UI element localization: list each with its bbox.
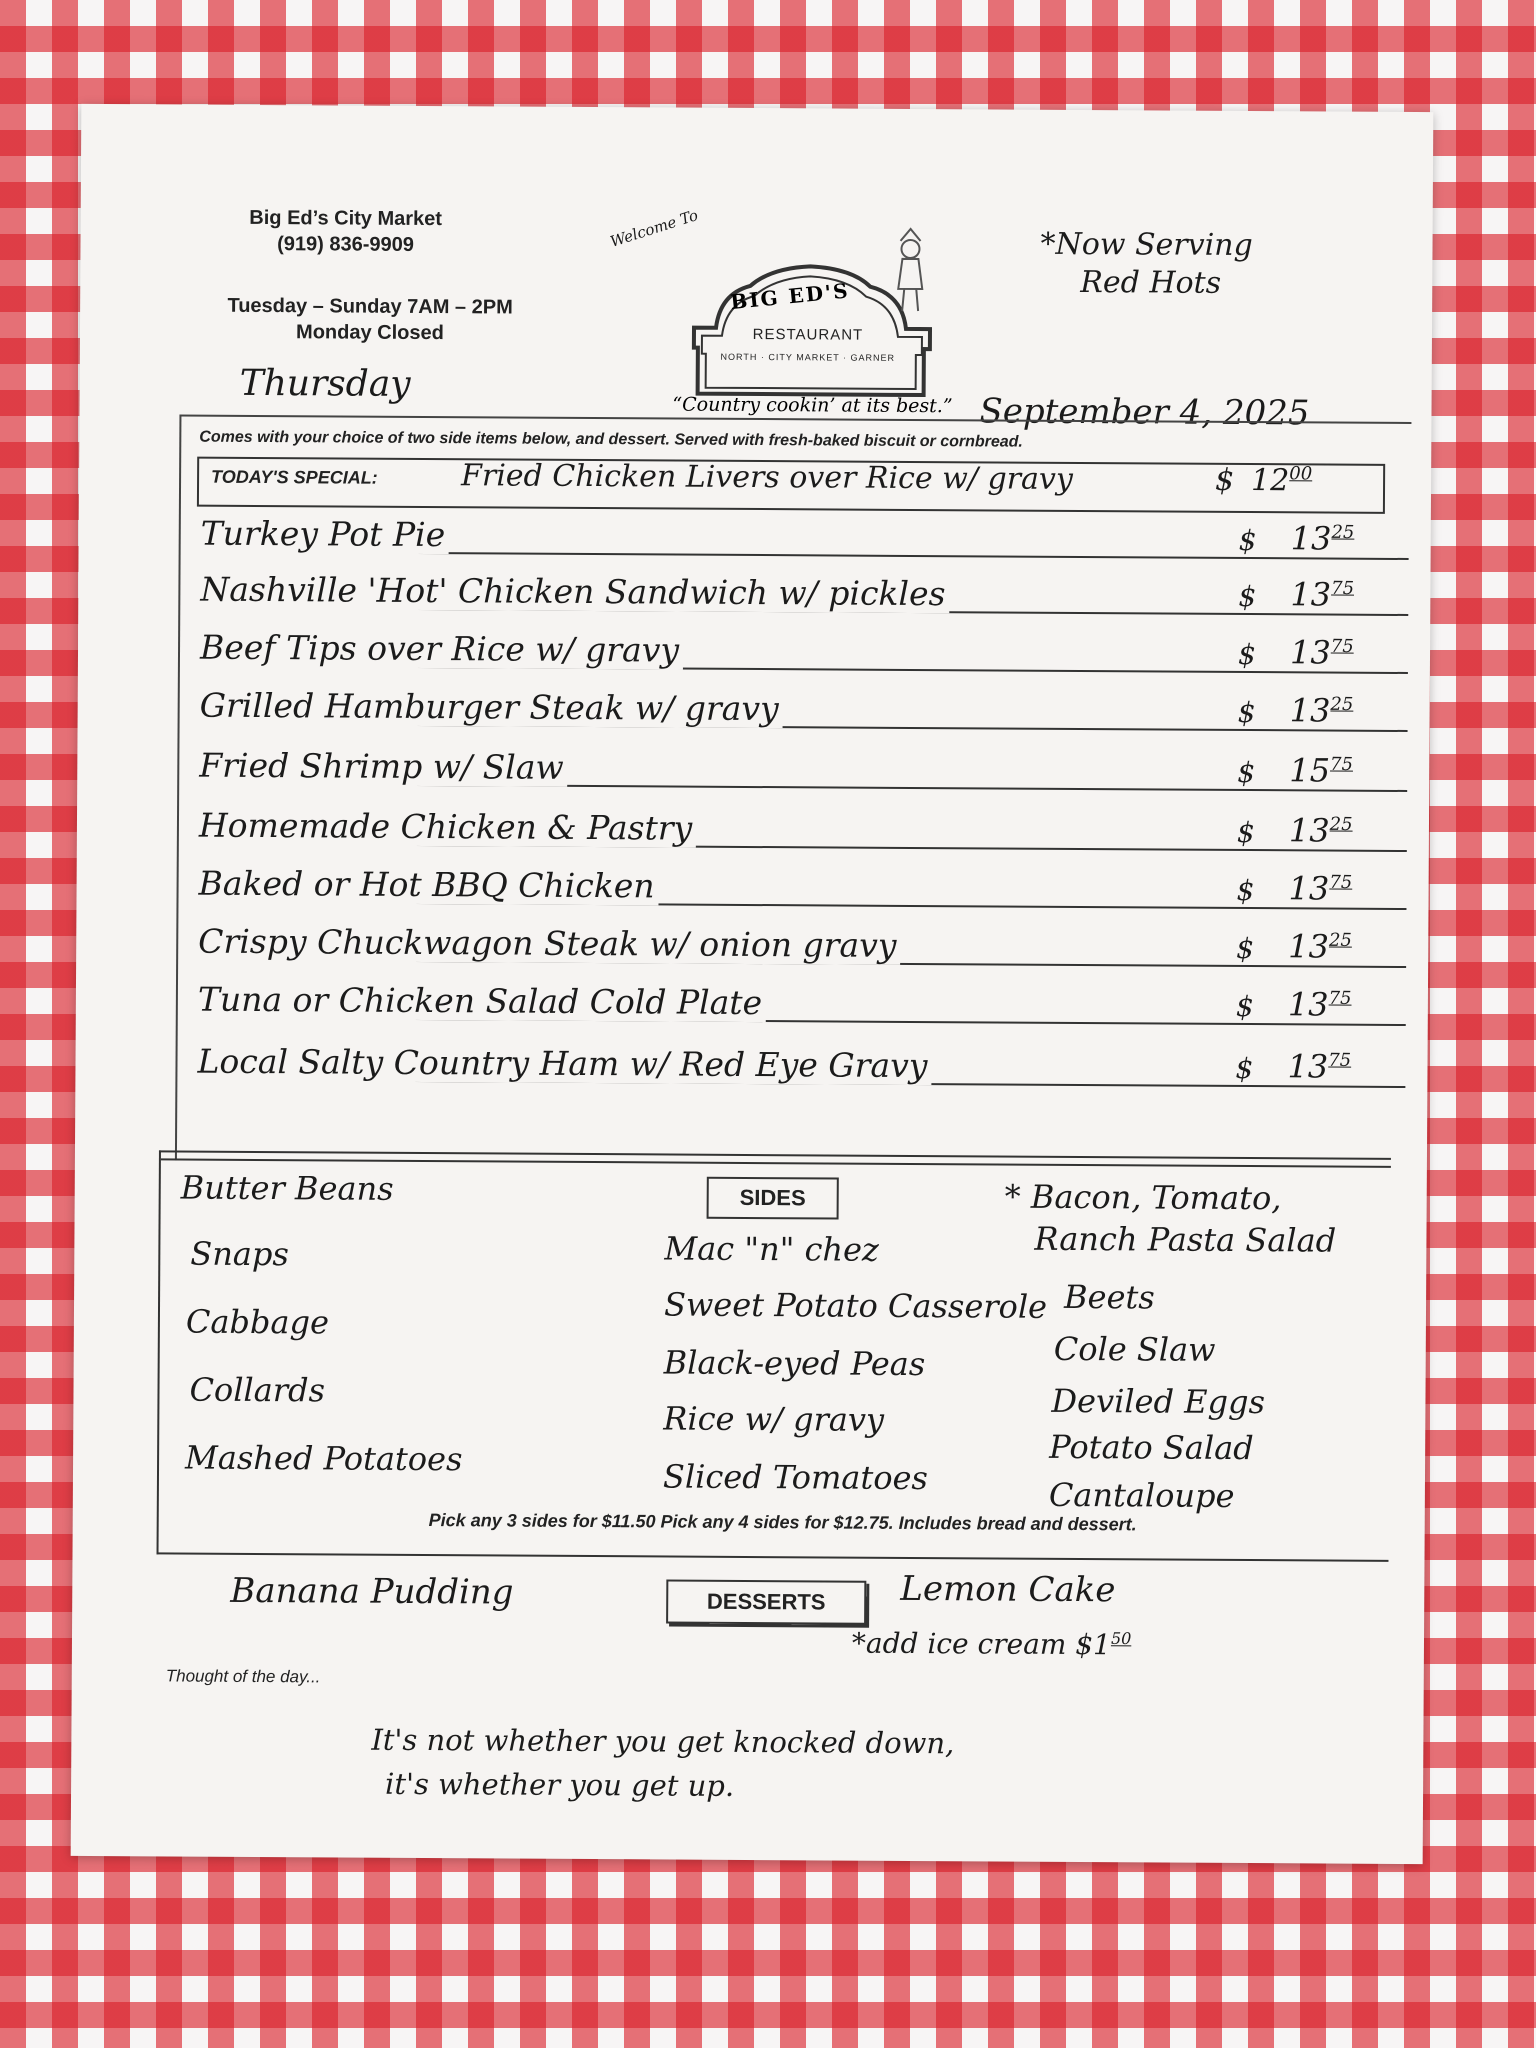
menu-item-dollar: $ — [1237, 755, 1256, 790]
price-cents: 25 — [1330, 693, 1354, 716]
menu-item-name: Local Salty Country Ham w/ Red Eye Gravy — [197, 1042, 931, 1085]
menu-date: September 4, 2025 — [979, 391, 1310, 434]
price-dollars: 13 — [1287, 1047, 1329, 1086]
price-cents: 75 — [1331, 577, 1355, 600]
now-serving-line1: *Now Serving — [1040, 226, 1253, 264]
price-dollars: 13 — [1289, 691, 1331, 730]
special-price-cents: 00 — [1289, 463, 1313, 485]
menu-item-price — [1288, 869, 1352, 907]
menu-item-dollar: $ — [1237, 695, 1256, 730]
side-item: Cabbage — [185, 1302, 330, 1342]
menu-item-price — [1288, 985, 1352, 1023]
price-cents: 75 — [1330, 753, 1354, 776]
price-dollars: 13 — [1290, 575, 1332, 614]
menu-item-name: Grilled Hamburger Steak w/ gravy — [200, 686, 783, 729]
logo-locations: NORTH · CITY MARKET · GARNER — [720, 351, 896, 363]
menu-item-price — [1289, 811, 1353, 849]
menu-item-price — [1290, 575, 1354, 613]
side-item: Rice w/ gravy — [663, 1399, 885, 1439]
entree-note: Comes with your choice of two side items below, and dessert. Served with fresh-baked biscuit or cornbread. — [199, 428, 1023, 451]
price-cents: 25 — [1328, 929, 1352, 952]
menu-item-dollar: $ — [1236, 873, 1255, 908]
menu-sheet — [71, 104, 1434, 1864]
menu-item-name: Nashville 'Hot' Chicken Sandwich w/ pickles — [200, 570, 949, 614]
thought-text — [371, 1718, 955, 1810]
menu-item-dollar: $ — [1235, 1051, 1254, 1086]
logo-restaurant: RESTAURANT — [752, 325, 864, 344]
side-item: Cantaloupe — [1048, 1475, 1235, 1515]
menu-item — [179, 504, 1409, 564]
special-price — [1251, 463, 1312, 498]
menu-item-name: Turkey Pot Pie — [201, 514, 450, 555]
side-item: Sliced Tomatoes — [662, 1457, 929, 1498]
menu-item — [178, 560, 1408, 620]
menu-item — [178, 676, 1408, 736]
price-dollars: 13 — [1288, 811, 1330, 850]
thought-line2: it's whether you get up. — [385, 1766, 735, 1803]
hours-open: Tuesday – Sunday 7AM – 2PM — [227, 294, 513, 319]
price-cents: 75 — [1329, 871, 1353, 894]
now-serving-note — [1040, 226, 1253, 303]
price-dollars: 13 — [1289, 633, 1331, 672]
price-dollars: 13 — [1290, 519, 1332, 558]
side-item: Black-eyed Peas — [663, 1343, 926, 1384]
menu-item-price — [1288, 927, 1352, 965]
dessert-addon — [852, 1627, 1132, 1662]
side-item: Collards — [189, 1370, 326, 1410]
menu-item — [176, 970, 1406, 1030]
menu-item — [176, 912, 1406, 972]
menu-item-price — [1291, 519, 1355, 557]
price-cents: 25 — [1329, 813, 1353, 836]
thought-line1: It's not whether you get knocked down, — [371, 1722, 955, 1761]
dessert-item: Banana Pudding — [230, 1570, 514, 1613]
price-cents: 25 — [1331, 521, 1355, 544]
menu-item-name: Homemade Chicken & Pastry — [199, 806, 696, 848]
side-item: Cole Slaw — [1053, 1329, 1216, 1369]
price-cents: 75 — [1328, 987, 1352, 1010]
menu-item-name: Baked or Hot BBQ Chicken — [198, 864, 658, 906]
market-hours — [210, 293, 530, 347]
side-item: Beets — [1063, 1277, 1155, 1317]
menu-item-price — [1290, 633, 1354, 671]
menu-item-dollar: $ — [1238, 579, 1257, 614]
dessert-addon-text: *add ice cream $1 — [851, 1626, 1112, 1662]
side-item: Ranch Pasta Salad — [1034, 1219, 1337, 1260]
dessert-addon-cents: 50 — [1110, 1628, 1132, 1649]
menu-day: Thursday — [239, 362, 411, 405]
hours-closed: Monday Closed — [295, 321, 444, 345]
market-name: Big Ed’s City Market — [249, 206, 443, 231]
menu-item — [177, 796, 1407, 856]
price-dollars: 13 — [1288, 927, 1330, 966]
now-serving-line2: Red Hots — [1080, 264, 1222, 301]
menu-item-name: Tuna or Chicken Salad Cold Plate — [198, 980, 766, 1022]
market-phone: (919) 836-9909 — [277, 233, 414, 256]
side-item: * Bacon, Tomato, — [1004, 1177, 1282, 1218]
price-dollars: 13 — [1287, 985, 1329, 1024]
special-label: TODAY'S SPECIAL: — [211, 466, 378, 488]
market-info — [200, 205, 490, 259]
dessert-item: Lemon Cake — [900, 1568, 1116, 1611]
menu-item — [177, 736, 1407, 796]
menu-item-dollar: $ — [1237, 637, 1256, 672]
menu-item-dollar: $ — [1235, 989, 1254, 1024]
menu-item-price — [1287, 1047, 1351, 1085]
side-item: Mac "n" chez — [664, 1229, 879, 1269]
desserts-label: DESSERTS — [666, 1579, 866, 1624]
side-item: Deviled Eggs — [1051, 1381, 1266, 1422]
menu-item-name: Crispy Chuckwagon Steak w/ onion gravy — [198, 922, 900, 965]
tagline: “Country cookin’ at its best.” — [672, 393, 953, 418]
menu-item-dollar: $ — [1236, 931, 1255, 966]
logo-welcome: Welcome To — [608, 206, 701, 251]
menu-item-dollar: $ — [1238, 523, 1257, 558]
side-item: Potato Salad — [1049, 1427, 1254, 1468]
thought-label: Thought of the day... — [165, 1666, 321, 1687]
special-dollar: $ — [1214, 462, 1235, 498]
menu-item-price — [1289, 751, 1353, 789]
menu-item — [175, 1032, 1405, 1092]
menu-item-name: Beef Tips over Rice w/ gravy — [200, 628, 683, 670]
special-price-dollars: 12 — [1250, 463, 1290, 499]
sides-label: SIDES — [707, 1177, 839, 1220]
side-item: Sweet Potato Casserole — [663, 1285, 1048, 1326]
sides-pricing: Pick any 3 sides for $11.50 Pick any 4 sides for $12.75. Includes bread and dessert. — [428, 1510, 1137, 1535]
logo-name: BIG ED'S — [729, 278, 851, 315]
menu-item-price — [1290, 691, 1354, 729]
price-cents: 75 — [1328, 1049, 1352, 1072]
menu-item-dollar: $ — [1236, 815, 1255, 850]
side-item: Mashed Potatoes — [184, 1438, 463, 1479]
price-dollars: 13 — [1288, 869, 1330, 908]
restaurant-logo — [608, 206, 961, 409]
menu-item — [178, 618, 1408, 678]
menu-item-name: Fried Shrimp w/ Slaw — [199, 746, 568, 787]
side-item: Snaps — [190, 1234, 289, 1274]
menu-item — [176, 854, 1406, 914]
price-dollars: 15 — [1289, 751, 1331, 790]
price-cents: 75 — [1330, 635, 1354, 658]
side-item: Butter Beans — [180, 1168, 394, 1208]
special-name: Fried Chicken Livers over Rice w/ gravy — [460, 458, 1073, 497]
